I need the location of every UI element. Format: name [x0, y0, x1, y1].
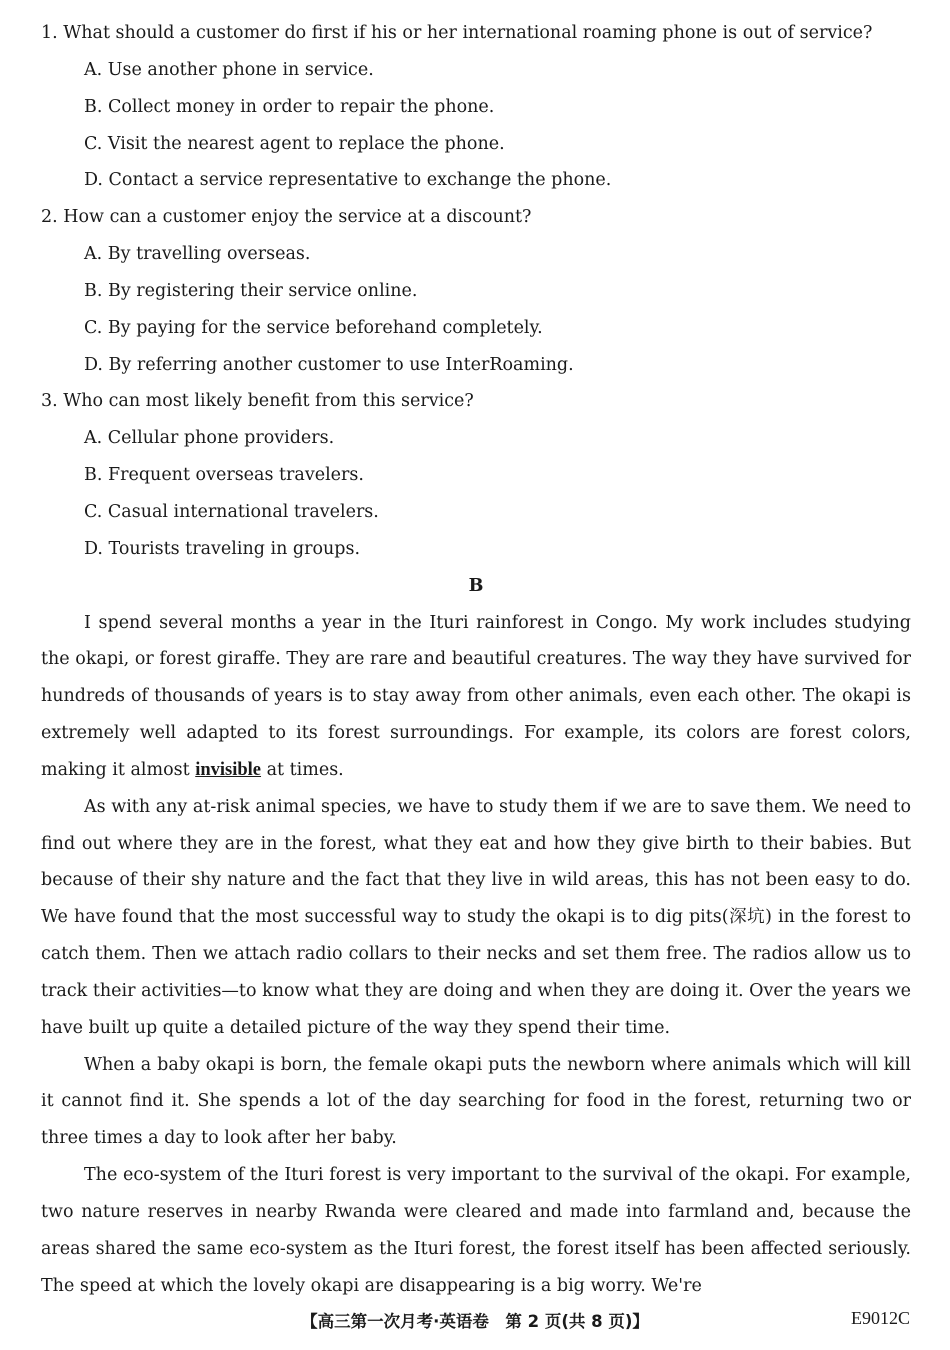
passage-paragraph-4: The eco-system of the Ituri forest is very important to the survival of the okapi. For example, two nature reserves in nearby Rwanda were cleared and made into farmland and, because the areas shared the same eco-system as the Ituri forest, the forest itself has been affected seriously. The speed at which the lovely okapi are disappearing is a big worry. We're — [41, 1165, 911, 1296]
answer-option: D. Contact a service representative to exchange the phone. — [84, 170, 612, 191]
paragraph-text: I spend several months a year in the Ituri rainforest in Congo. My work includes studying the okapi, or forest giraffe. They are rare and beautiful creatures. The way they have survived for hundreds of thousands of years is to stay away from other animals, even each other. The okapi is extremely well adapted to its forest surroundings. For example, its colors are forest colors, making it almost — [41, 612, 911, 780]
footer-code: E9012C — [850, 1308, 910, 1328]
answer-option: C. By paying for the service beforehand completely. — [84, 317, 543, 338]
section-heading: B — [468, 575, 484, 596]
answer-option: D. Tourists traveling in groups. — [84, 538, 361, 559]
question-1 — [41, 15, 911, 199]
question-stem: 1. What should a customer do first if his or her international roaming phone is out of service? — [41, 23, 873, 43]
paragraph-text: at times. — [261, 759, 344, 780]
reading-passage — [41, 605, 911, 1305]
passage-paragraph-1 — [41, 605, 911, 789]
answer-option: A. Use another phone in service. — [84, 59, 374, 80]
question-3 — [41, 383, 911, 567]
page-footer — [0, 1308, 950, 1338]
answer-option: A. By travelling overseas. — [84, 244, 311, 265]
answer-option: C. Visit the nearest agent to replace the phone. — [84, 133, 505, 154]
answer-option: C. Casual international travelers. — [84, 501, 379, 522]
exam-page — [41, 15, 911, 1305]
keyword-highlight: invisible — [195, 759, 262, 780]
answer-option: A. Cellular phone providers. — [84, 428, 335, 449]
answer-option: D. By referring another customer to use InterRoaming. — [84, 354, 574, 375]
answer-option: B. Collect money in order to repair the phone. — [84, 96, 495, 117]
answer-option: B. By registering their service online. — [84, 280, 418, 301]
passage-paragraph-2: As with any at-risk animal species, we have to study them if we are to save them. We need to find out where they are in the forest, what they eat and how they give birth to their babies. But because of their shy nature and the fact that they live in wild areas, this has not been easy to do. We have found that the most successful way to study the okapi is to dig pits(深坑) in the forest to catch them. Then we attach radio collars to their necks and set them free. The radios allow us to track their activities—to know what they are doing and when they are doing it. Over the years we have built up quite a detailed picture of the way they spend their time. — [41, 796, 911, 1038]
footer-title: 【高三第一次月考·英语卷 第 2 页(共 8 页)】 — [301, 1312, 649, 1331]
question-2 — [41, 199, 911, 383]
question-stem: 2. How can a customer enjoy the service at a discount? — [41, 207, 532, 228]
answer-option: B. Frequent overseas travelers. — [84, 465, 364, 486]
passage-paragraph-3: When a baby okapi is born, the female okapi puts the newborn where animals which will kill it cannot find it. She spends a lot of the day searching for food in the forest, returning two or three times a day to look after her baby. — [41, 1054, 911, 1149]
question-stem: 3. Who can most likely benefit from this service? — [41, 391, 474, 412]
